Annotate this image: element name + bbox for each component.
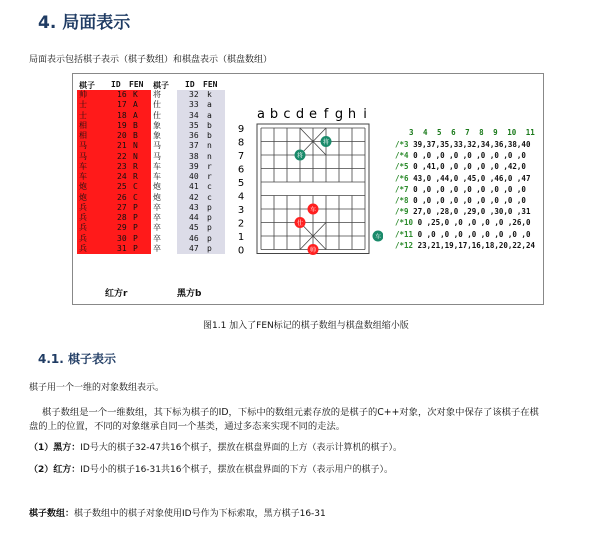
red-piece-fen: A [133, 110, 138, 120]
file-label: h [347, 107, 357, 122]
black-piece-name: 卒 [153, 213, 161, 222]
rank-label: 7 [237, 151, 245, 162]
black-piece-name: 象 [153, 131, 161, 140]
array-row-values: 0 ,41,0 ,0 ,0 ,0 ,0 ,42,0 [413, 162, 526, 172]
red-piece-id: 27 [117, 202, 127, 212]
header-id-2: ID [185, 80, 195, 89]
red-piece-name: 相 [79, 120, 87, 130]
last-line [29, 506, 326, 519]
array-row [395, 196, 526, 205]
array-row [395, 140, 530, 149]
red-piece-fen: A [133, 100, 138, 110]
black-piece-name: 马 [153, 141, 161, 151]
rank-label: 5 [237, 178, 245, 189]
red-piece-name: 炮 [79, 192, 87, 202]
red-piece-id: 22 [117, 151, 127, 161]
black-piece-name: 炮 [153, 182, 161, 192]
black-piece-fen: a [207, 100, 212, 110]
red-piece-fen: B [133, 120, 138, 130]
red-piece-fen: N [133, 151, 138, 161]
board-piece-label: 帅 [309, 247, 317, 254]
array-row-values: 43,0 ,44,0 ,45,0 ,46,0 ,47 [413, 173, 531, 183]
red-piece-name: 马 [79, 151, 87, 161]
red-piece-fen: B [133, 131, 138, 140]
rank-label: 1 [237, 232, 245, 243]
black-piece-id: 33 [189, 100, 199, 110]
black-piece-fen: c [207, 192, 212, 202]
red-column-bg [77, 90, 151, 254]
red-piece-fen: P [133, 223, 138, 233]
red-piece-id: 16 [117, 90, 127, 99]
header-fen-2: FEN [203, 80, 218, 89]
red-piece-id: 31 [117, 243, 127, 253]
array-row-label: /*7 [395, 184, 414, 194]
item-1-text: ID号大的棋子32-47共16个棋子，摆放在棋盘界面的上方（表示计算机的棋子）。 [80, 443, 402, 453]
black-piece-name: 仕 [153, 110, 161, 120]
black-piece-id: 45 [189, 223, 199, 233]
red-piece-id: 25 [117, 182, 127, 192]
board-piece-label: 将 [322, 139, 330, 146]
array-row [395, 218, 530, 227]
black-piece-id: 37 [189, 141, 199, 151]
file-label: f [323, 107, 329, 122]
red-piece-fen: C [133, 192, 138, 202]
array-row-values: 0 ,0 ,0 ,0 ,0 ,0 ,0 ,0 ,0 [413, 151, 526, 161]
file-label: b [269, 107, 279, 122]
black-piece-fen: p [207, 213, 212, 222]
array-row [395, 241, 535, 250]
red-piece-name: 车 [79, 161, 87, 171]
red-piece-name: 兵 [79, 213, 87, 222]
black-piece-fen: r [207, 172, 212, 181]
file-label: i [363, 107, 367, 122]
array-row [395, 185, 526, 194]
black-piece-id: 35 [189, 120, 199, 130]
array-row-label: /*4 [395, 151, 414, 161]
black-piece-fen: k [207, 90, 212, 99]
black-piece-id: 38 [189, 151, 199, 161]
array-row [395, 230, 530, 239]
red-piece-id: 19 [117, 120, 127, 130]
board-piece-label: 车 [309, 206, 317, 214]
red-piece-fen: R [133, 172, 138, 181]
rank-label: 3 [237, 205, 245, 216]
figure-panel [72, 73, 544, 305]
black-piece-id: 39 [189, 161, 199, 171]
array-row-label: /*11 [395, 229, 418, 239]
red-piece-fen: N [133, 141, 138, 151]
section-intro: 局面表示包括棋子表示（棋子数组）和棋盘表示（棋盘数组） [29, 55, 273, 65]
black-piece-fen: a [207, 110, 212, 120]
black-column-bg [177, 90, 225, 254]
black-piece-fen: p [207, 223, 212, 233]
header-piece: 棋子 [79, 81, 95, 90]
red-piece-name: 兵 [79, 223, 87, 233]
array-row-values: 0 ,25,0 ,0 ,0 ,0 ,0 ,26,0 [417, 218, 531, 228]
array-row-values: 39,37,35,33,32,34,36,38,40 [413, 140, 531, 149]
black-piece-id: 47 [189, 243, 199, 253]
black-label: 黑方b [177, 289, 202, 299]
paragraph-1: 棋子用一个一维的对象数组表示。 [29, 383, 165, 393]
black-piece-name: 马 [153, 151, 161, 161]
item-2-label: （2）红方： [29, 465, 81, 475]
figure-caption: 图1.1 加入了FEN标记的棋子数组与棋盘数组缩小版 [203, 321, 409, 331]
black-piece-name: 车 [153, 161, 161, 171]
black-piece-name: 卒 [153, 223, 161, 233]
file-label: e [309, 107, 317, 122]
array-row [395, 162, 526, 171]
file-label: c [283, 107, 291, 122]
red-piece-fen: C [133, 182, 138, 192]
paragraph-2b: 盘的上的位置，不同的对象继承自同一个基类，通过多态来实现不同的走法。 [29, 421, 346, 432]
array-row-values: 0 ,0 ,0 ,0 ,0 ,0 ,0 ,0 ,0 [417, 229, 531, 239]
rank-label: 6 [237, 164, 245, 176]
rank-label: 9 [237, 124, 245, 135]
black-piece-id: 41 [189, 182, 199, 192]
black-piece-fen: p [207, 233, 212, 243]
last-label: 棋子数组： [29, 509, 75, 519]
array-row-values: 0 ,0 ,0 ,0 ,0 ,0 ,0 ,0 ,0 [413, 184, 526, 194]
red-piece-fen: P [133, 233, 138, 243]
red-piece-name: 兵 [79, 233, 87, 243]
array-row [395, 174, 530, 183]
array-row-label: /*5 [395, 162, 414, 172]
item-1 [29, 440, 402, 453]
piece-table [77, 80, 227, 300]
red-piece-id: 24 [117, 172, 127, 181]
array-column-header: 3 4 5 6 7 8 9 10 11 [409, 128, 535, 137]
black-piece-id: 43 [189, 202, 199, 212]
red-piece-name: 兵 [79, 202, 87, 212]
red-piece-id: 20 [117, 131, 127, 140]
board-piece-label: 将 [296, 152, 304, 160]
red-piece-name: 士 [79, 100, 87, 110]
rank-label: 8 [237, 137, 245, 149]
black-piece-id: 40 [189, 172, 199, 181]
black-piece-fen: p [207, 243, 212, 253]
section-title: 4. 局面表示 [38, 13, 131, 33]
header-fen: FEN [129, 80, 144, 89]
last-text: 棋子数组中的棋子对象使用ID号作为下标索取，黑方棋子16-31 [74, 509, 326, 519]
red-piece-fen: P [133, 213, 138, 222]
black-piece-name: 炮 [153, 192, 161, 202]
black-piece-name: 卒 [153, 202, 161, 212]
red-piece-name: 帅 [79, 90, 87, 99]
rank-label: 2 [237, 218, 245, 230]
red-piece-id: 17 [117, 100, 127, 110]
rank-label: 0 [237, 245, 245, 257]
file-label: d [295, 107, 305, 122]
array-row [395, 151, 526, 160]
board-piece-label: 车 [374, 233, 382, 241]
black-piece-id: 36 [189, 131, 199, 140]
black-piece-id: 46 [189, 233, 199, 243]
black-piece-fen: n [207, 141, 212, 151]
black-piece-id: 42 [189, 192, 199, 202]
black-piece-id: 34 [189, 110, 199, 120]
red-piece-fen: R [133, 161, 138, 171]
black-piece-fen: p [207, 202, 212, 212]
black-piece-fen: r [207, 161, 212, 171]
array-row-label: /*12 [395, 240, 418, 250]
array-row-label: /*6 [395, 173, 414, 183]
black-piece-id: 32 [189, 90, 199, 99]
array-row [395, 207, 530, 216]
array-row-values: 27,0 ,28,0 ,29,0 ,30,0 ,31 [413, 207, 531, 217]
red-piece-fen: P [133, 243, 138, 253]
array-row-values: 0 ,0 ,0 ,0 ,0 ,0 ,0 ,0 ,0 [413, 196, 526, 205]
black-piece-name: 卒 [153, 243, 161, 253]
board-array [395, 128, 541, 258]
black-piece-fen: b [207, 120, 212, 130]
red-piece-id: 23 [117, 161, 127, 171]
file-label: g [334, 107, 344, 122]
red-piece-name: 马 [79, 141, 87, 151]
black-piece-fen: b [207, 131, 212, 140]
paragraph-2a: 棋子数组是一个一维数组，其下标为棋子的ID，下标中的数组元素存放的是棋子的C++对象，次对象中保存了该棋子在棋 [42, 407, 539, 418]
red-piece-name: 炮 [79, 182, 87, 192]
file-label: a [257, 107, 265, 122]
red-piece-name: 士 [79, 110, 87, 120]
item-2-text: ID号小的棋子16-31共16个棋子，摆放在棋盘界面的下方（表示用户的棋子）。 [80, 465, 393, 475]
red-label: 红方r [105, 289, 128, 299]
black-piece-name: 卒 [153, 233, 161, 243]
header-id: ID [111, 80, 121, 89]
array-row-label: /*9 [395, 207, 414, 217]
array-row-label: /*3 [395, 140, 414, 149]
black-piece-name: 仕 [153, 100, 161, 110]
black-piece-id: 44 [189, 213, 199, 222]
red-piece-name: 相 [79, 131, 87, 140]
red-piece-id: 21 [117, 141, 127, 151]
array-row-label: /*10 [395, 218, 418, 228]
item-1-label: （1）黑方： [29, 443, 81, 453]
red-piece-id: 30 [117, 233, 127, 243]
black-piece-fen: n [207, 151, 212, 161]
red-piece-name: 车 [79, 172, 87, 181]
red-piece-id: 28 [117, 213, 127, 222]
array-row-label: /*8 [395, 196, 414, 205]
red-piece-name: 兵 [79, 243, 87, 253]
board-piece-label: 仕 [296, 220, 304, 227]
red-piece-id: 29 [117, 223, 127, 233]
black-piece-name: 象 [153, 120, 161, 130]
subsection-title: 4.1. 棋子表示 [38, 352, 116, 366]
red-piece-id: 18 [117, 110, 127, 120]
xiangqi-board [233, 96, 383, 296]
red-piece-fen: P [133, 202, 138, 212]
item-2 [29, 462, 393, 475]
black-piece-name: 将 [153, 90, 161, 99]
black-piece-fen: c [207, 182, 212, 192]
red-piece-fen: K [133, 90, 138, 99]
header-piece-2: 棋子 [153, 81, 169, 90]
red-piece-id: 26 [117, 192, 127, 202]
black-piece-name: 车 [153, 172, 161, 181]
array-row-values: 23,21,19,17,16,18,20,22,24 [417, 240, 535, 250]
rank-label: 4 [237, 191, 245, 203]
